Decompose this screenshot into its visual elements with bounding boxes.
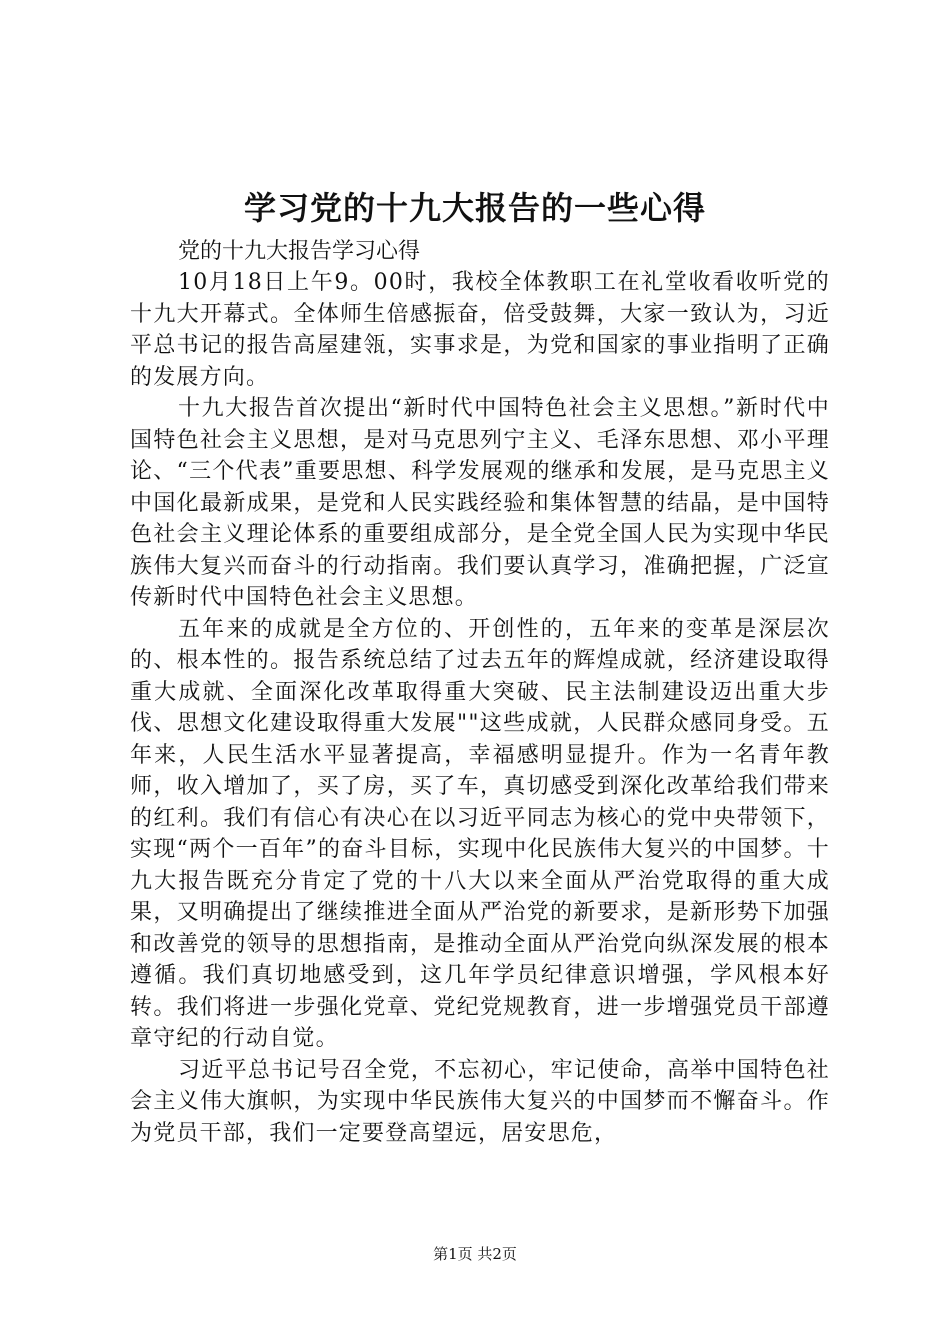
paragraph-1: 10月18日上午9。00时，我校全体教职工在礼堂收看收听党的十九大开幕式。全体师生倍感振奋，倍受鼓舞，大家一致认为，习近平总书记的报告高屋建瓴，实事求是，为党和国家的事业指明了正确的发展方向。 [130,270,830,390]
page-number-footer: 第1页 共2页 [433,1245,517,1263]
paragraph-2: 十九大报告首次提出“新时代中国特色社会主义思想。”新时代中国特色社会主义思想，是对马克思列宁主义、毛泽东思想、邓小平理论、“三个代表”重要思想、科学发展观的继承和发展，是马克思主义中国化最新成果，是党和人民实践经验和集体智慧的结晶，是中国特色社会主义理论体系的重要组成部分，是全党全国人民为实现中华民族伟大复兴而奋斗的行动指南。我们要认真学习，准确把握，广泛宣传新时代中国特色社会主义思想。 [130,396,830,610]
document-body [130,236,830,1149]
document-title: 学习党的十九大报告的一些心得 [243,189,706,227]
document-subtitle: 党的十九大报告学习心得 [178,239,421,264]
paragraph-3: 五年来的成就是全方位的、开创性的，五年来的变革是深层次的、根本性的。报告系统总结了过去五年的辉煌成就，经济建设取得重大成就、全面深化改革取得重大突破、民主法制建设迈出重大步伐、思想文化建设取得重大发展""这些成就，人民群众感同身受。五年来，人民生活水平显著提高，幸福感明显提升。作为一名青年教师，收入增加了，买了房，买了车，真切感受到深化改革给我们带来的红利。我们有信心有决心在以习近平同志为核心的党中央带领下，实现“两个一百年”的奋斗目标，实现中化民族伟大复兴的中国梦。十九大报告既充分肯定了党的十八大以来全面从严治党取得的重大成果，又明确提出了继续推进全面从严治党的新要求，是新形势下加强和改善党的领导的思想指南，是推动全面从严治党向纵深发展的根本遵循。我们真切地感受到，这几年学员纪律意识增强，学风根本好转。我们将进一步强化党章、党纪党规教育，进一步增强党员干部遵章守纪的行动自觉。 [130,616,830,1051]
paragraph-4: 习近平总书记号召全党，不忘初心，牢记使命，高举中国特色社会主义伟大旗帜，为实现中华民族伟大复兴的中国梦而不懈奋斗。作为党员干部，我们一定要登高望远，居安思危， [130,1057,830,1146]
